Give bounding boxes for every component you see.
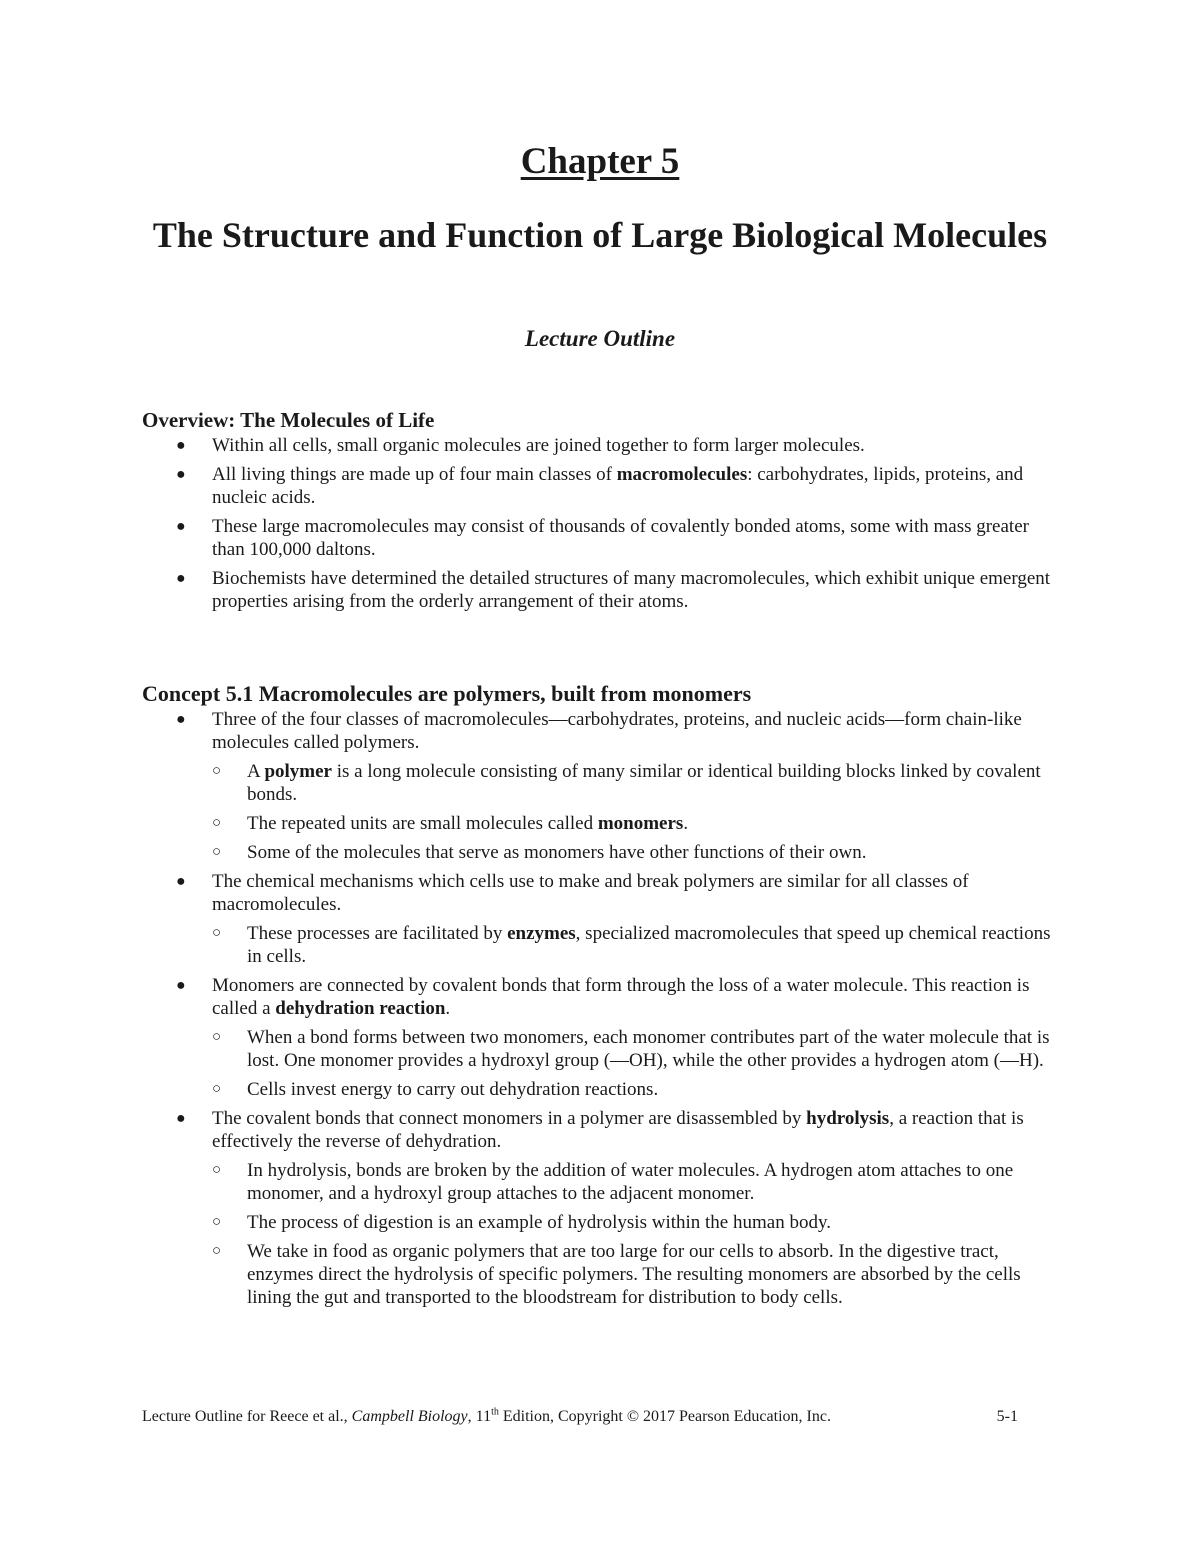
- bullet-text: [247, 1160, 1013, 1204]
- text-run: , specialized macromolecules that speed up chemical reactions in cells.: [247, 923, 1051, 967]
- sub-bullet-item: [142, 1026, 1062, 1072]
- bullet-text: [247, 761, 1041, 805]
- bullet-item: [142, 515, 1062, 561]
- text-run: .: [445, 998, 451, 1019]
- text-run: Monomers are connected by covalent bonds that form through the loss of a water molecule. This reaction is called a: [212, 975, 1030, 1019]
- text-run: is a long molecule consisting of many similar or identical building blocks linked by covalent bonds.: [247, 761, 1041, 805]
- text-run: : carbohydrates, lipids, proteins, and nucleic acids.: [212, 464, 1024, 508]
- bullet-circle-icon: ○: [212, 1243, 222, 1259]
- bullet-item: [142, 870, 1062, 968]
- sub-bullet-list: [212, 922, 1062, 968]
- footer-edition: , 11: [467, 1408, 492, 1425]
- overview-list: [142, 434, 1062, 613]
- key-term: hydrolysis: [806, 1108, 890, 1129]
- bullet-circle-icon: ○: [212, 1162, 222, 1178]
- footer-edition-suffix: th: [491, 1406, 499, 1418]
- bullet-text: [247, 813, 688, 834]
- bullet-circle-icon: ○: [212, 925, 222, 941]
- text-run: Biochemists have determined the detailed structures of many macromolecules, which exhibit unique emergent properties arising from the orderly arrangement of their atoms.: [212, 568, 1051, 612]
- bullet-text: [247, 1212, 831, 1233]
- bullet-circle-icon: ○: [212, 763, 222, 779]
- bullet-text: [212, 1108, 1024, 1152]
- bullet-item: [142, 463, 1062, 509]
- text-run: When a bond forms between two monomers, each monomer contributes part of the water molecule that is lost. One monomer provides a hydroxyl group (—OH), while the other provides a hydrogen atom (—H).: [247, 1027, 1050, 1071]
- bullet-text: [212, 435, 865, 456]
- bullet-text: [212, 464, 1023, 508]
- bullet-dot-icon: ●: [176, 466, 186, 483]
- bullet-dot-icon: ●: [176, 437, 186, 454]
- text-run: A: [247, 761, 265, 782]
- sub-bullet-item: [142, 1211, 1062, 1234]
- bullet-dot-icon: ●: [176, 711, 186, 728]
- sub-bullet-list: [212, 1026, 1062, 1101]
- bullet-item: [142, 1107, 1062, 1309]
- sub-bullet-item: [142, 1240, 1062, 1309]
- text-run: We take in food as organic polymers that are too large for our cells to absorb. In the digestive tract, enzymes direct the hydrolysis of specific polymers. The resulting monomers are absorbed by the cells lining the gut and transported to the bloodstream for distribution to body cells.: [247, 1241, 1021, 1308]
- text-run: In hydrolysis, bonds are broken by the addition of water molecules. A hydrogen atom attaches to one monomer, and a hydroxyl group attaches to the adjacent monomer.: [247, 1160, 1014, 1204]
- sub-bullet-item: [142, 922, 1062, 968]
- overview-section: [142, 406, 1062, 619]
- text-run: The process of digestion is an example of hydrolysis within the human body.: [247, 1212, 831, 1233]
- chapter-heading: Chapter 5: [520, 141, 680, 182]
- bullet-text: [247, 842, 866, 863]
- key-term: macromolecules: [616, 464, 748, 485]
- bullet-text: [212, 516, 1029, 560]
- footer-copyright: Edition, Copyright © 2017 Pearson Education, Inc.: [498, 1408, 831, 1425]
- sub-bullet-item: [142, 1078, 1062, 1101]
- overview-heading: Overview: The Molecules of Life: [142, 408, 435, 432]
- text-run: Some of the molecules that serve as monomers have other functions of their own.: [247, 842, 867, 863]
- text-run: , a reaction that is effectively the reverse of dehydration.: [212, 1108, 1024, 1152]
- text-run: Cells invest energy to carry out dehydration reactions.: [247, 1079, 659, 1100]
- concept-list: [142, 708, 1062, 1309]
- sub-bullet-list: [212, 1159, 1062, 1309]
- sub-bullet-item: [142, 812, 1062, 835]
- bullet-dot-icon: ●: [176, 873, 186, 890]
- bullet-circle-icon: ○: [212, 1081, 222, 1097]
- bullet-text: [247, 923, 1050, 967]
- footer-book-title: Campbell Biology: [351, 1408, 468, 1425]
- bullet-text: [247, 1079, 658, 1100]
- page-number: 5-1: [996, 1408, 1018, 1425]
- sub-bullet-item: [142, 760, 1062, 806]
- text-run: The chemical mechanisms which cells use to make and break polymers are similar for all classes of macromolecules.: [212, 871, 969, 915]
- bullet-text: [212, 709, 1022, 753]
- sub-bullet-list: [212, 760, 1062, 864]
- bullet-dot-icon: ●: [176, 1110, 186, 1127]
- document-subtitle: Lecture Outline: [524, 326, 676, 351]
- sub-bullet-item: [142, 841, 1062, 864]
- bullet-text: [247, 1027, 1050, 1071]
- text-run: The covalent bonds that connect monomers in a polymer are disassembled by: [212, 1108, 807, 1129]
- bullet-dot-icon: ●: [176, 518, 186, 535]
- key-term: enzymes: [507, 923, 576, 944]
- bullet-circle-icon: ○: [212, 815, 222, 831]
- concept-heading: Concept 5.1 Macromolecules are polymers, built from monomers: [142, 681, 752, 706]
- bullet-item: [142, 434, 1062, 457]
- sub-bullet-item: [142, 1159, 1062, 1205]
- bullet-dot-icon: ●: [176, 570, 186, 587]
- bullet-circle-icon: ○: [212, 1214, 222, 1230]
- bullet-text: [247, 1241, 1021, 1308]
- key-term: dehydration reaction: [275, 998, 446, 1019]
- bullet-text: [212, 975, 1029, 1019]
- concept-section: [142, 680, 1062, 1315]
- bullet-text: [212, 568, 1050, 612]
- text-run: Three of the four classes of macromolecules—carbohydrates, proteins, and nucleic acids—form chain-like molecules called polymers.: [212, 709, 1022, 753]
- bullet-text: [212, 871, 969, 915]
- bullet-dot-icon: ●: [176, 977, 186, 994]
- bullet-item: [142, 708, 1062, 864]
- text-run: All living things are made up of four main classes of: [212, 464, 617, 485]
- text-run: These processes are facilitated by: [247, 923, 508, 944]
- document-title: The Structure and Function of Large Biological Molecules: [152, 215, 1048, 255]
- page-footer: [142, 1408, 1018, 1426]
- key-term: polymer: [264, 761, 332, 782]
- footer-prefix: Lecture Outline for Reece et al.,: [142, 1408, 352, 1425]
- text-run: .: [683, 813, 689, 834]
- bullet-item: [142, 567, 1062, 613]
- key-term: monomers: [597, 813, 684, 834]
- text-run: These large macromolecules may consist of thousands of covalently bonded atoms, some with mass greater than 100,000 daltons.: [212, 516, 1029, 560]
- bullet-circle-icon: ○: [212, 844, 222, 860]
- text-run: The repeated units are small molecules called: [247, 813, 598, 834]
- text-run: Within all cells, small organic molecules are joined together to form larger molecules.: [212, 435, 865, 456]
- bullet-circle-icon: ○: [212, 1029, 222, 1045]
- bullet-item: [142, 974, 1062, 1101]
